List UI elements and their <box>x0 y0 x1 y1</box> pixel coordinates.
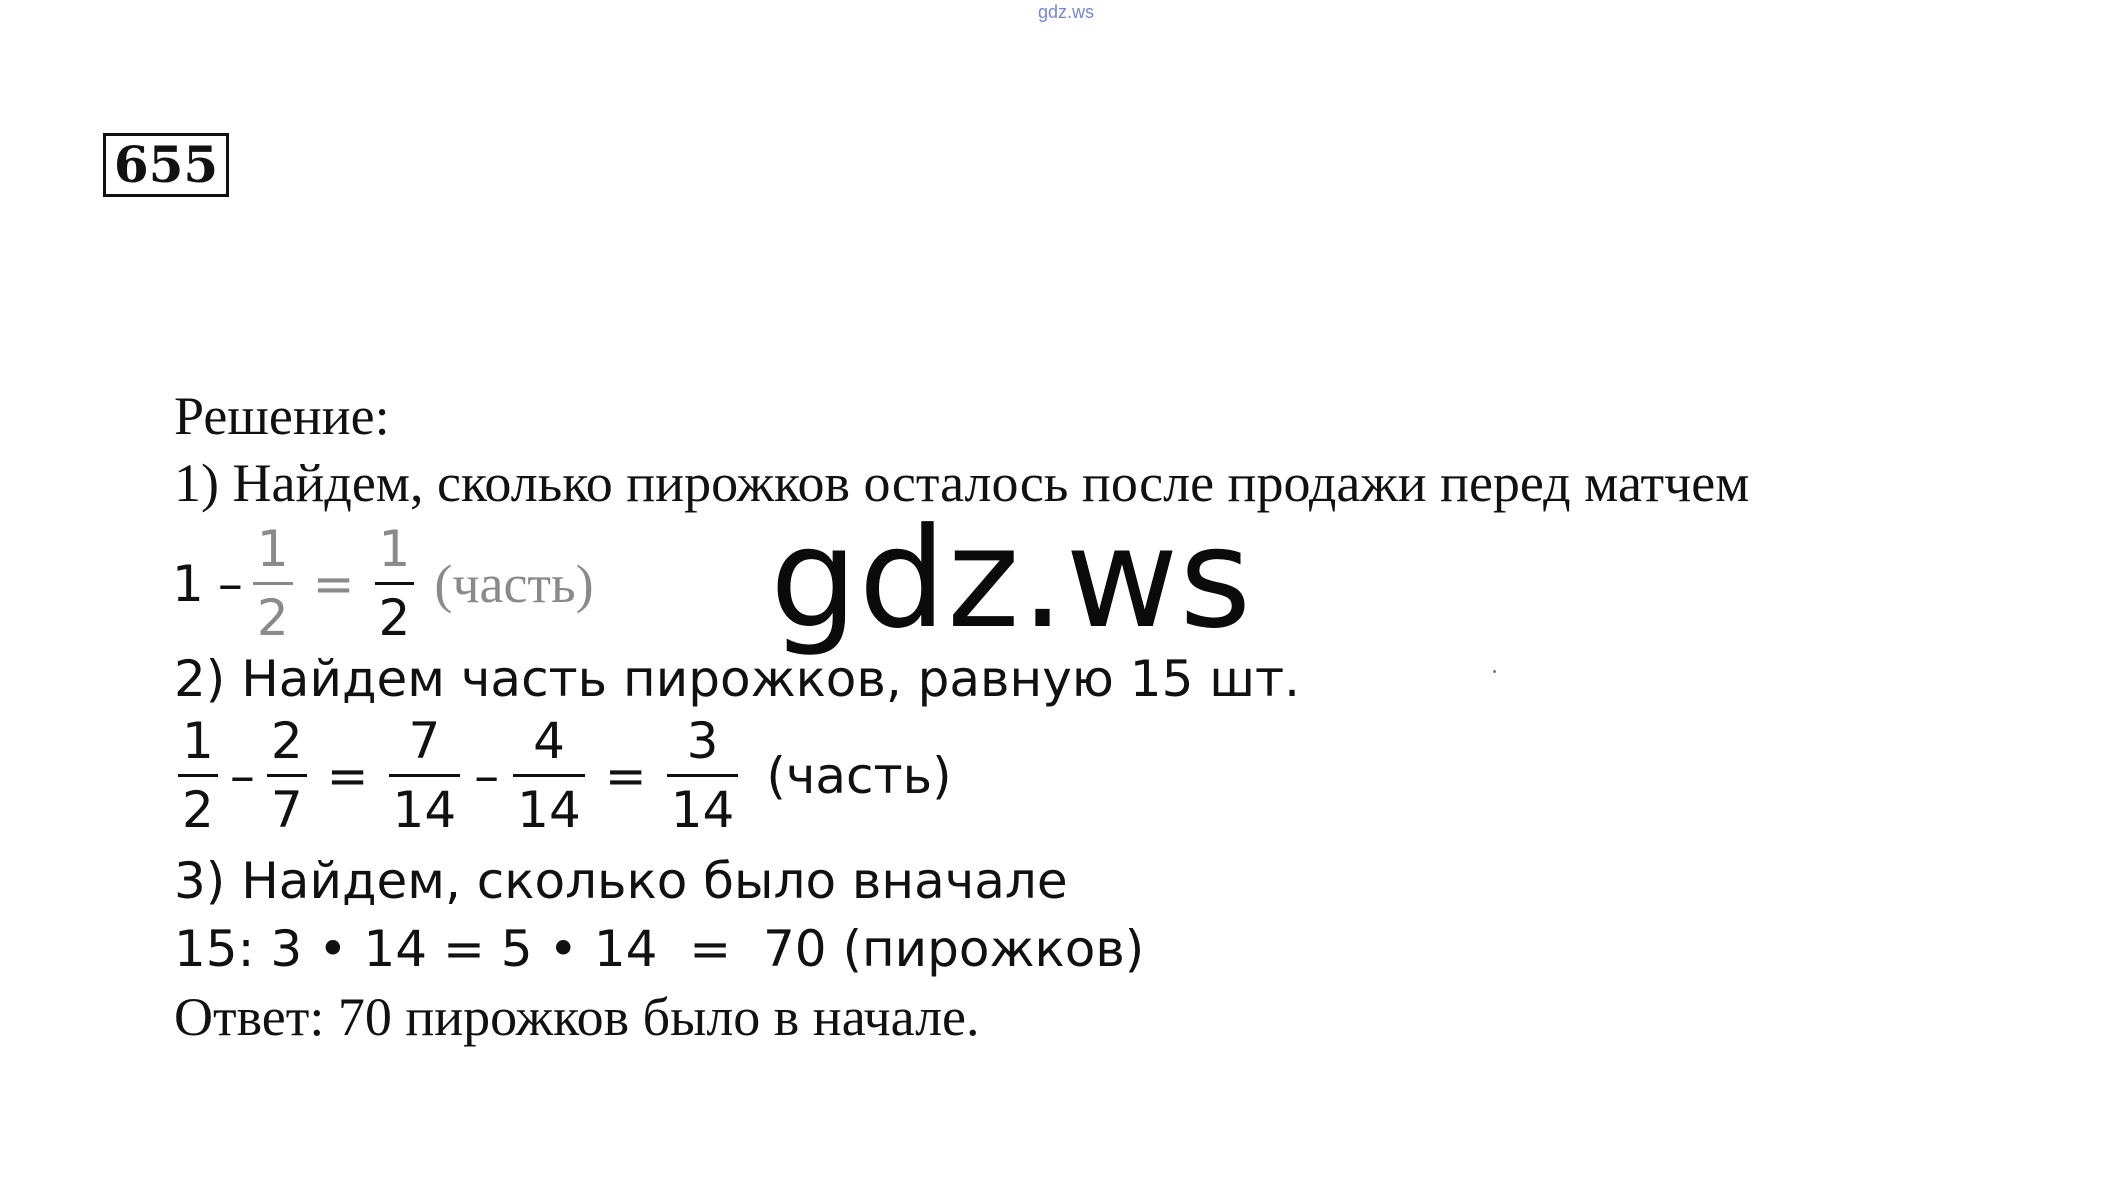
expr2-fraction-2 <box>267 712 307 839</box>
fraction-numerator: 7 <box>408 712 441 770</box>
fraction-numerator: 1 <box>182 712 214 770</box>
expr2-fraction-4 <box>513 712 585 839</box>
expr2-fraction-3 <box>389 712 461 839</box>
fraction-denominator: 14 <box>517 781 581 839</box>
expr1-lead: 1 <box>172 554 204 613</box>
expr2-fraction-5 <box>667 712 739 839</box>
step-2-text: 2) Найдем часть пирожков, равную 15 шт. <box>174 650 1301 708</box>
problem-number-box: 655 <box>103 133 229 197</box>
stray-dot <box>1493 670 1496 673</box>
answer-text: Ответ: 70 пирожков было в начале. <box>174 987 980 1047</box>
fraction-numerator: 4 <box>533 712 565 770</box>
fraction-denominator: 14 <box>392 781 457 839</box>
fraction-numerator: 3 <box>686 712 719 770</box>
fraction-numerator: 1 <box>256 520 289 578</box>
site-watermark-small: gdz.ws <box>1038 2 1095 22</box>
expr2-unit: (часть) <box>766 746 952 805</box>
expression-3: 15: 3 • 14 = 5 • 14 = 70 (пирожков) <box>174 920 1145 978</box>
expr1-minus: – <box>217 554 243 613</box>
fraction-bar <box>267 774 307 777</box>
expression-1 <box>172 520 594 647</box>
expr2-equals-1: = <box>326 746 369 805</box>
expr2-fraction-1 <box>178 712 218 839</box>
solution-heading: Решение: <box>174 386 390 446</box>
fraction-denominator: 2 <box>182 781 214 839</box>
expr1-fraction-a <box>253 520 293 647</box>
site-watermark-large: gdz.ws <box>770 498 1253 659</box>
expr1-fraction-b <box>375 520 415 647</box>
expr1-equals: = <box>312 554 355 613</box>
step-3-text: 3) Найдем, сколько было вначале <box>174 852 1068 910</box>
expr2-minus-2: – <box>474 746 500 805</box>
expr2-equals-2: = <box>604 746 647 805</box>
fraction-denominator: 2 <box>378 589 411 647</box>
fraction-bar <box>178 774 218 777</box>
fraction-denominator: 2 <box>256 589 289 647</box>
fraction-denominator: 7 <box>270 781 303 839</box>
fraction-numerator: 2 <box>270 712 303 770</box>
fraction-bar <box>375 582 415 585</box>
expression-2 <box>172 712 952 839</box>
fraction-denominator: 14 <box>670 781 735 839</box>
fraction-bar <box>389 774 461 777</box>
fraction-numerator: 1 <box>378 520 411 578</box>
expr1-unit: (часть) <box>434 553 594 614</box>
fraction-bar <box>667 774 739 777</box>
step-1-text: 1) Найдем, сколько пирожков осталось после продажи перед матчем <box>174 453 1750 513</box>
fraction-bar <box>513 774 585 777</box>
expr2-minus-1: – <box>229 746 255 805</box>
fraction-bar <box>253 582 293 585</box>
